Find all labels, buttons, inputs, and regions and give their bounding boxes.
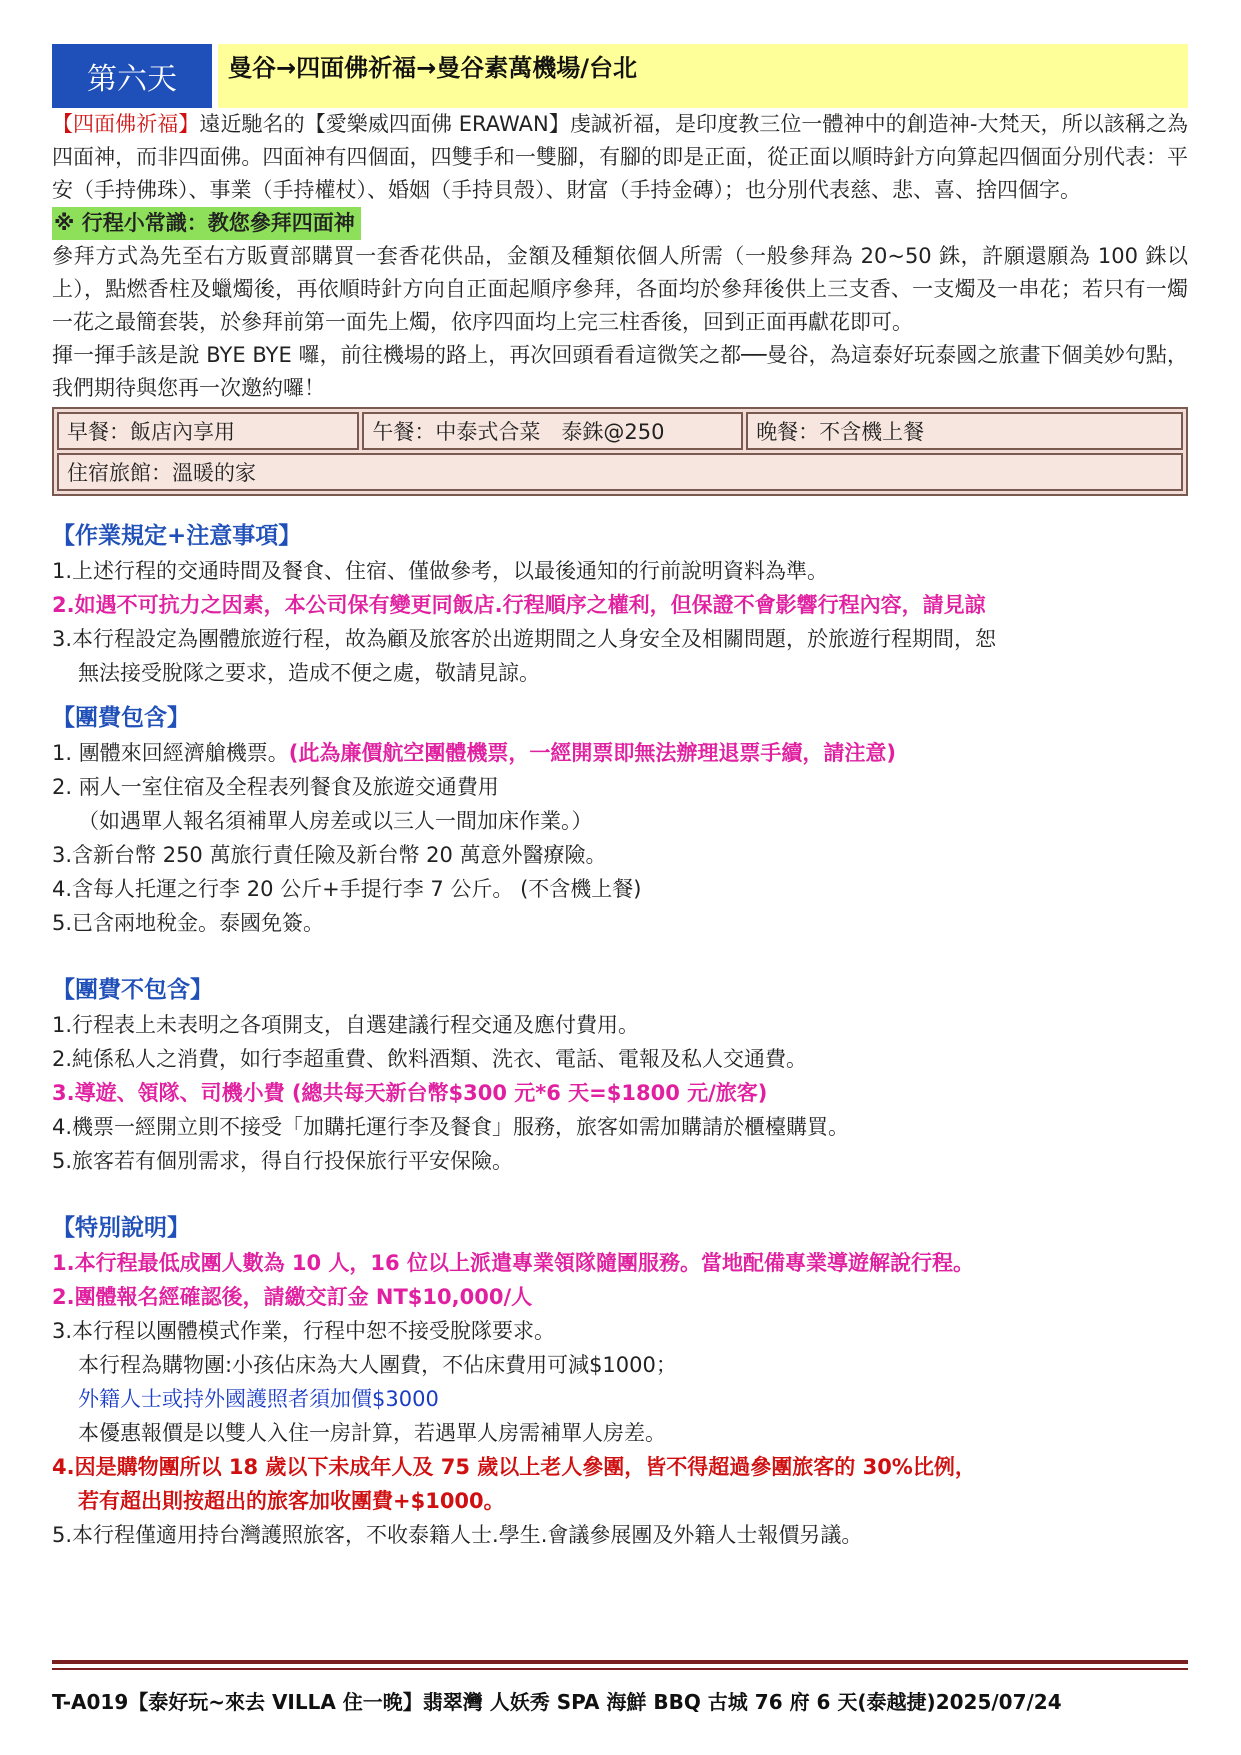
special-title: 【特別說明】	[52, 1215, 190, 1241]
included-item-3: 3.含新台幣 250 萬旅行責任險及新台幣 20 萬意外醫療險。	[52, 843, 607, 867]
special-item-5: 5.本行程僅適用持台灣護照旅客，不收泰籍人士.學生.會議參展團及外籍人士報價另議。	[52, 1523, 863, 1547]
farewell-text: 揮一揮手該是說 BYE BYE 囉，前往機場的路上，再次回頭看看這微笑之都──曼谷，為這泰好玩泰國之旅畫下個美妙句點，我們期待與您再一次邀約囉！	[52, 343, 1188, 400]
special-item-4: 4.因是購物團所以 18 歲以下未成年人及 75 歲以上老人參團，皆不得超過參團旅客的 30%比例，	[52, 1455, 976, 1479]
footer-divider-thin	[52, 1668, 1188, 1670]
footer-divider-thick	[52, 1660, 1188, 1664]
special-item-3-line2: 本行程為購物團:小孩佔床為大人團費，不佔床費用可減$1000；	[78, 1353, 677, 1377]
special-item-3: 3.本行程以團體模式作業，行程中恕不接受脫隊要求。	[52, 1319, 556, 1343]
rules-item-3-cont: 無法接受脫隊之要求，造成不便之處，敬請見諒。	[78, 661, 540, 685]
included-item-1	[52, 736, 1188, 770]
included-item-1-text: 1. 團體來回經濟艙機票。	[52, 741, 289, 765]
special-item-4-cont: 若有超出則按超出的旅客加收團費+$1000。	[78, 1489, 505, 1513]
rules-item-1: 1.上述行程的交通時間及餐食、住宿、僅做參考，以最後通知的行前說明資料為準。	[52, 559, 829, 583]
excluded-item-4: 4.機票一經開立則不接受「加購托運行李及餐食」服務，旅客如需加購請於櫃檯購買。	[52, 1115, 850, 1139]
included-item-1-note: (此為廉價航空團體機票，一經開票即無法辦理退票手續，請注意)	[288, 741, 896, 765]
meal-lunch: 午餐：中泰式合菜 泰銖@250	[362, 412, 743, 450]
day-header	[52, 44, 1188, 108]
special-item-2: 2.團體報名經確認後，請繳交訂金 NT$10,000/人	[52, 1285, 533, 1309]
intro-tag: 【四面佛祈福】	[52, 112, 200, 136]
special-item-3-line3: 外籍人士或持外國護照者須加價$3000	[78, 1387, 439, 1411]
meal-dinner: 晚餐：不含機上餐	[746, 412, 1183, 450]
included-item-2: 2. 兩人一室住宿及全程表列餐食及旅遊交通費用	[52, 775, 499, 799]
rules-title: 【作業規定+注意事項】	[52, 523, 302, 549]
footer-product-code: T-A019【泰好玩~來去 VILLA 住一晚】翡翠灣 人妖秀 SPA 海鮮 BBQ 古城 76 府 6 天(泰越捷)2025/07/24	[52, 1690, 1062, 1714]
included-title: 【團費包含】	[52, 705, 190, 731]
day-route-title: 曼谷→四面佛祈福→曼谷素萬機場/台北	[228, 54, 637, 82]
tip-text: 參拜方式為先至右方販賣部購買一套香花供品，金額及種類依個人所需（一般參拜為 20~50 銖，許願還願為 100 銖以上），點燃香柱及蠟燭後，再依順時針方向自正面起順序參拜，各面均於參拜後供上三支香、一支燭及一串花；若只有一燭一花之最簡套裝，於參拜前第一面先上燭，依序四面均上完三柱香後，回到正面再獻花即可。	[52, 244, 1188, 334]
tip-title-label: ※ 行程小常識：教您參拜四面神	[52, 207, 361, 240]
tip-title	[52, 207, 1188, 240]
excluded-item-3: 3.導遊、領隊、司機小費 (總共每天新台幣$300 元*6 天=$1800 元/旅客)	[52, 1081, 768, 1105]
intro-text: 遠近馳名的【愛樂威四面佛 ERAWAN】虔誠祈福，是印度教三位一體神中的創造神-大梵天，所以該稱之為四面神，而非四面佛。四面神有四個面，四雙手和一雙腳，有腳的即是正面，從正面以順時針方向算起四個面分別代表：平安（手持佛珠）、事業（手持權杖）、婚姻（手持貝殼）、財富（手持金磚）；也分別代表慈、悲、喜、捨四個字。	[52, 112, 1188, 202]
included-item-4: 4.含每人托運之行李 20 公斤+手提行李 7 公斤。 (不含機上餐)	[52, 877, 642, 901]
hotel-info: 住宿旅館：溫暖的家	[57, 453, 1183, 491]
rules-item-2: 2.如遇不可抗力之因素，本公司保有變更同飯店.行程順序之權利，但保證不會影響行程內容，請見諒	[52, 593, 986, 617]
included-item-2-note: （如遇單人報名須補單人房差或以三人一間加床作業。）	[78, 809, 593, 833]
included-item-5: 5.已含兩地稅金。泰國免簽。	[52, 911, 325, 935]
excluded-item-2: 2.純係私人之消費，如行李超重費、飲料酒類、洗衣、電話、電報及私人交通費。	[52, 1047, 808, 1071]
excluded-item-1: 1.行程表上未表明之各項開支，自選建議行程交通及應付費用。	[52, 1013, 640, 1037]
excluded-title: 【團費不包含】	[52, 977, 213, 1003]
intro-paragraph	[52, 108, 1188, 207]
meal-breakfast: 早餐：飯店內享用	[57, 412, 359, 450]
meals-table	[52, 407, 1188, 496]
itinerary-page	[52, 44, 1188, 1552]
special-item-3-line4: 本優惠報價是以雙人入住一房計算，若遇單人房需補單人房差。	[78, 1421, 666, 1445]
rules-item-3: 3.本行程設定為團體旅遊行程，故為顧及旅客於出遊期間之人身安全及相關問題，於旅遊行程期間，恕	[52, 627, 997, 651]
day-badge: 第六天	[52, 44, 218, 108]
special-item-1: 1.本行程最低成團人數為 10 人，16 位以上派遣專業領隊隨團服務。當地配備專業導遊解說行程。	[52, 1251, 974, 1275]
excluded-item-5: 5.旅客若有個別需求，得自行投保旅行平安保險。	[52, 1149, 514, 1173]
